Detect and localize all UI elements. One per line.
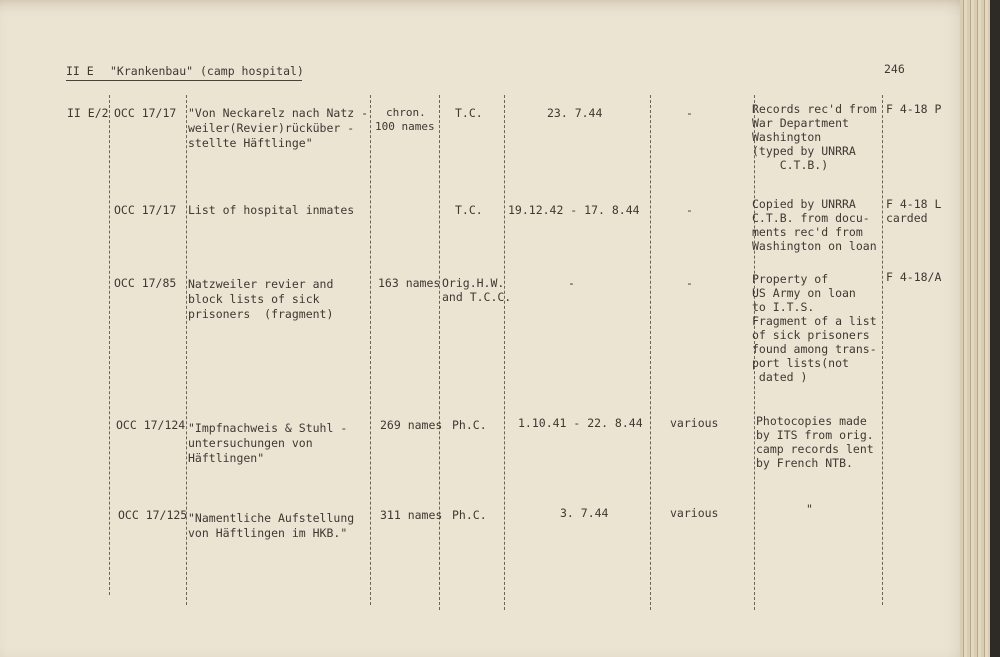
column-divider	[882, 95, 883, 605]
title-underline	[66, 80, 302, 81]
row-remarks-line: of sick prisoners	[752, 328, 870, 342]
row-names-line: 311 names	[380, 508, 443, 522]
row-title-line: stellte Häftlinge"	[188, 136, 313, 150]
row-remarks-line: Property of	[752, 272, 829, 286]
row-title-line: "Impfnachweis & Stuhl -	[188, 421, 348, 435]
row-filing: F 4-18 P	[886, 102, 942, 116]
row-remarks-line: C.T.B.)	[752, 158, 829, 172]
row-remarks-line: dated )	[752, 370, 808, 384]
row-type: Ph.C.	[452, 508, 487, 522]
row-reference: OCC 17/17	[114, 203, 177, 217]
row-dates: 19.12.42 - 17. 8.44	[508, 203, 640, 217]
row-type: Orig.H.W.	[442, 276, 505, 290]
row-title-line: prisoners (fragment)	[188, 307, 334, 321]
column-divider	[370, 95, 371, 605]
row-remarks-line: camp records lent	[756, 442, 874, 456]
column-divider	[439, 95, 440, 610]
column-divider	[504, 95, 505, 610]
row-remarks-line: War Department	[752, 116, 849, 130]
row-remarks-line: to I.T.S.	[752, 300, 815, 314]
row-reference: OCC 17/124	[116, 418, 186, 432]
row-title-line: weiler(Revier)rücküber -	[188, 121, 355, 135]
row-notes: -	[686, 106, 693, 120]
row-names-line: 269 names	[380, 418, 443, 432]
row-title-line: Natzweiler revier and	[188, 277, 334, 291]
row-dates: -	[568, 276, 575, 290]
column-divider	[650, 95, 651, 610]
row-type: Ph.C.	[452, 418, 487, 432]
row-title-line: List of hospital inmates	[188, 203, 355, 217]
row-type: T.C.	[455, 106, 483, 120]
row-notes: -	[686, 276, 693, 290]
page-number: 246	[884, 62, 905, 76]
section-heading: II E	[66, 64, 94, 78]
row-notes: various	[670, 416, 719, 430]
row-filing: F 4-18/A	[886, 270, 942, 284]
row-reference: OCC 17/125	[118, 508, 188, 522]
row-remarks-line: ments rec'd from	[752, 225, 863, 239]
row-type: and T.C.C.	[442, 290, 512, 304]
row-names-line: chron.	[386, 106, 426, 119]
row-reference: OCC 17/17	[114, 106, 177, 120]
row-remarks-line: (typed by UNRRA	[752, 144, 856, 158]
row-dates: 23. 7.44	[547, 106, 603, 120]
page-title: "Krankenbau" (camp hospital)	[110, 64, 304, 78]
row-title-line: Häftlingen"	[188, 451, 265, 465]
row-reference: OCC 17/85	[114, 276, 177, 290]
row-notes: various	[670, 506, 719, 520]
row-remarks-line: Photocopies made	[756, 414, 867, 428]
row-remarks-line: by ITS from orig.	[756, 428, 874, 442]
row-filing: carded	[886, 211, 928, 225]
row-names-line: 100 names	[375, 120, 435, 133]
row-notes: -	[686, 203, 693, 217]
row-title-line: block lists of sick	[188, 292, 320, 306]
row-remarks-line: Washington	[752, 130, 822, 144]
row-remarks-line: Records rec'd from	[752, 102, 877, 116]
row-remarks-line: port lists(not	[752, 356, 849, 370]
row-title-line: von Häftlingen im HKB."	[188, 526, 348, 540]
row-remarks-line: US Army on loan	[752, 286, 856, 300]
column-divider	[109, 95, 110, 595]
row-remarks-line: Copied by UNRRA	[752, 197, 856, 211]
row-section: II E/2	[67, 106, 109, 120]
row-remarks-line: Washington on loan	[752, 239, 877, 253]
row-names-line: 163 names	[378, 276, 441, 290]
row-title-line: "Von Neckarelz nach Natz -	[188, 106, 369, 120]
row-remarks-line: found among trans-	[752, 342, 877, 356]
row-type: T.C.	[455, 203, 483, 217]
row-remarks-line: by French NTB.	[756, 456, 853, 470]
book-binding	[960, 0, 1000, 657]
row-remarks-line: "	[806, 502, 813, 516]
column-divider	[186, 95, 187, 605]
row-dates: 3. 7.44	[560, 506, 609, 520]
row-title-line: "Namentliche Aufstellung	[188, 511, 355, 525]
row-remarks-line: Fragment of a list	[752, 314, 877, 328]
row-filing: F 4-18 L	[886, 197, 942, 211]
row-dates: 1.10.41 - 22. 8.44	[518, 416, 643, 430]
row-remarks-line: C.T.B. from docu-	[752, 211, 870, 225]
row-title-line: untersuchungen von	[188, 436, 313, 450]
